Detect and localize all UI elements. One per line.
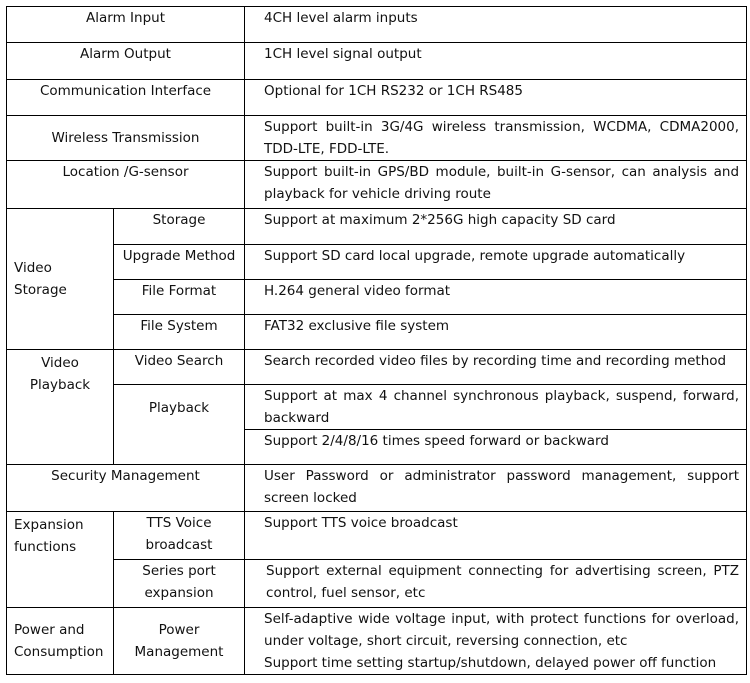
- table-row: [7, 280, 747, 315]
- file-system-label: File System: [114, 315, 245, 350]
- security-management-value: User Password or administrator password management, support screen locked: [245, 465, 747, 512]
- upgrade-method-value: Support SD card local upgrade, remote upgrade automatically: [245, 245, 747, 280]
- table-row: [7, 116, 747, 161]
- playback-speed-value: Support 2/4/8/16 times speed forward or backward: [245, 430, 747, 465]
- tts-voice-label-line2: broadcast: [145, 537, 213, 553]
- table-row: [7, 43, 747, 80]
- power-management-value-line2: Support time setting startup/shutdown, delayed power off function: [264, 655, 717, 671]
- power-management-label: [114, 608, 245, 675]
- table-row: [7, 315, 747, 350]
- table-row: [7, 512, 747, 560]
- table-row: [7, 80, 747, 116]
- expansion-functions-label-line1: Expansion: [14, 517, 84, 533]
- video-storage-label: Video Storage: [7, 209, 114, 350]
- tts-voice-value: Support TTS voice broadcast: [245, 512, 747, 560]
- video-playback-label-line2: Playback: [29, 377, 91, 393]
- power-management-value-line1: Self-adaptive wide voltage input, with protect functions for overload, under voltage, short circuit, reversing connection, etc: [264, 611, 740, 649]
- table-row: [7, 350, 747, 385]
- location-gsensor-value: Support built-in GPS/BD module, built-in G-sensor, can analysis and playback for vehicle driving route: [245, 161, 747, 209]
- storage-value: Support at maximum 2*256G high capacity SD card: [245, 209, 747, 245]
- playback-value: Support at max 4 channel synchronous playback, suspend, forward, backward: [245, 385, 747, 430]
- wireless-transmission-value: Support built-in 3G/4G wireless transmission, WCDMA, CDMA2000, TDD-LTE, FDD-LTE.: [245, 116, 747, 161]
- wireless-transmission-label: Wireless Transmission: [7, 116, 245, 161]
- expansion-functions-label-line2: functions: [14, 539, 77, 555]
- communication-interface-label: Communication Interface: [7, 80, 245, 116]
- tts-voice-label-line1: TTS Voice: [146, 515, 212, 531]
- series-port-value: Support external equipment connecting for advertising screen, PTZ control, fuel sensor, etc: [245, 560, 747, 608]
- table-row: [7, 161, 747, 209]
- alarm-output-value: 1CH level signal output: [245, 43, 747, 80]
- power-consumption-label-line2: Consumption: [14, 644, 104, 660]
- alarm-output-label: Alarm Output: [7, 43, 245, 80]
- storage-label: Storage: [114, 209, 245, 245]
- power-consumption-label-line1: Power and: [14, 622, 85, 638]
- table-row: [7, 385, 747, 430]
- table-row: [7, 560, 747, 608]
- video-search-label: Video Search: [114, 350, 245, 385]
- power-management-label-line2: Management: [134, 644, 224, 660]
- security-management-label: Security Management: [7, 465, 245, 512]
- video-search-value: Search recorded video files by recording time and recording method: [245, 350, 747, 385]
- table-row: [7, 245, 747, 280]
- video-playback-label-line1: Video: [41, 355, 79, 371]
- location-gsensor-label: Location /G-sensor: [7, 161, 245, 209]
- alarm-input-value: 4CH level alarm inputs: [245, 7, 747, 43]
- power-management-label-line1: Power: [158, 622, 200, 638]
- file-system-value: FAT32 exclusive file system: [245, 315, 747, 350]
- expansion-functions-label: [7, 512, 114, 608]
- upgrade-method-label: Upgrade Method: [114, 245, 245, 280]
- playback-label: Playback: [114, 385, 245, 465]
- table-row: [7, 209, 747, 245]
- spec-table: [6, 6, 747, 675]
- series-port-label-line1: Series port: [142, 563, 216, 579]
- table-row: [7, 7, 747, 43]
- series-port-label-line2: expansion: [144, 585, 214, 601]
- series-port-label: [114, 560, 245, 608]
- tts-voice-label: [114, 512, 245, 560]
- communication-interface-value: Optional for 1CH RS232 or 1CH RS485: [245, 80, 747, 116]
- power-consumption-label: [7, 608, 114, 675]
- video-playback-label: [7, 350, 114, 465]
- table-row: [7, 608, 747, 675]
- power-management-value: [245, 608, 747, 675]
- table-row: [7, 465, 747, 512]
- file-format-label: File Format: [114, 280, 245, 315]
- alarm-input-label: Alarm Input: [7, 7, 245, 43]
- file-format-value: H.264 general video format: [245, 280, 747, 315]
